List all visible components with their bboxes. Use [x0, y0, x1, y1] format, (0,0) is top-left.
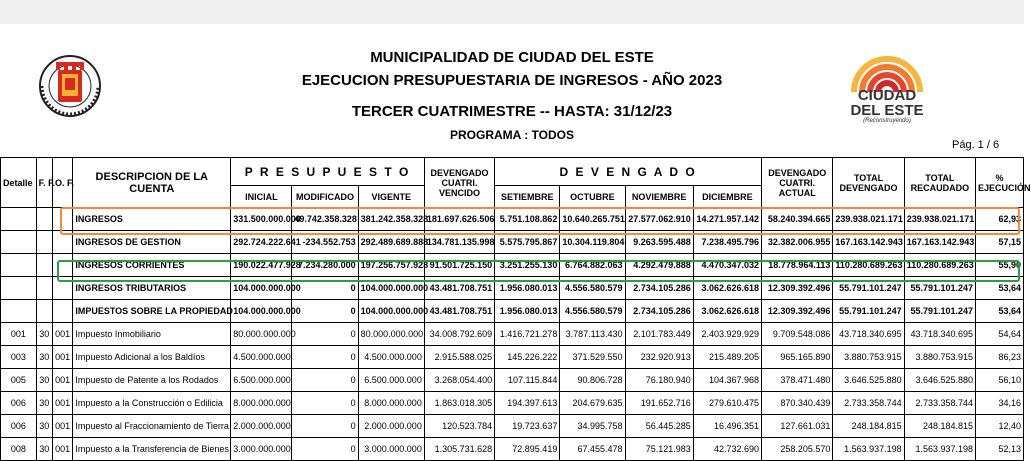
cell-modificado: 0	[292, 438, 358, 461]
cell-ff	[36, 254, 52, 277]
cell-vigente: 197.256.757.928	[358, 254, 424, 277]
cell-devengado-vencido: 120.523.784	[424, 415, 494, 438]
cell-devengado-actual: 12.309.392.496	[762, 300, 833, 323]
col-detalle: Detalle	[1, 158, 37, 208]
col-total-devengado: TOTAL DEVENGADO	[833, 158, 904, 208]
col-octubre: OCTUBRE	[560, 186, 625, 208]
cell-octubre: 10.640.265.751	[560, 208, 625, 231]
browser-top-strip	[0, 0, 1024, 24]
cell-descripcion: Impuesto Inmobiliario	[73, 323, 231, 346]
cell-detalle	[1, 231, 37, 254]
col-setiembre: SETIEMBRE	[495, 186, 560, 208]
cell-inicial: 104.000.000.000	[231, 277, 292, 300]
cell-devengado-actual: 870.340.439	[762, 392, 833, 415]
cell-devengado-actual: 127.661.031	[762, 415, 833, 438]
cell-descripcion: Impuesto Adicional a los Baldíos	[73, 346, 231, 369]
logo-tagline: (Reconstruyendo)	[863, 118, 911, 124]
cell-ejecucion: 34,16	[976, 392, 1024, 415]
cell-setiembre: 19.723.637	[495, 415, 560, 438]
cell-ff: 30	[36, 415, 52, 438]
col-ejecucion: % EJECUCIÓN	[976, 158, 1024, 208]
cell-vigente: 80.000.000.000	[358, 323, 424, 346]
cell-total-recaudado: 110.280.689.263	[904, 254, 975, 277]
cell-modificado: 0	[292, 392, 358, 415]
cell-total-recaudado: 55.791.101.247	[904, 300, 975, 323]
cell-modificado: 0	[292, 415, 358, 438]
cell-total-recaudado: 3.646.525.880	[904, 369, 975, 392]
col-diciembre: DICIEMBRE	[693, 186, 761, 208]
cell-detalle: 008	[1, 438, 37, 461]
cell-noviembre: 4.292.479.888	[625, 254, 693, 277]
cell-setiembre: 3.251.255.130	[495, 254, 560, 277]
table-row	[1, 392, 1024, 415]
cell-total-recaudado: 1.563.937.198	[904, 438, 975, 461]
cell-inicial: 8.000.000.000	[231, 392, 292, 415]
cell-modificado: 0	[292, 277, 358, 300]
cell-ejecucion: 54,64	[976, 323, 1024, 346]
cell-detalle: 006	[1, 415, 37, 438]
cell-diciembre: 3.062.626.618	[693, 300, 761, 323]
report-title-program: PROGRAMA : TODOS	[449, 128, 574, 142]
table-row	[1, 415, 1024, 438]
cell-inicial: 331.500.000.000	[231, 208, 292, 231]
table-row	[1, 323, 1024, 346]
cell-octubre: 34.995.758	[560, 415, 625, 438]
cell-modificado: 0	[292, 323, 358, 346]
cell-detalle: 005	[1, 369, 37, 392]
cell-noviembre: 232.920.913	[625, 346, 693, 369]
cell-inicial: 80.000.000.000	[231, 323, 292, 346]
cell-detalle	[1, 277, 37, 300]
cell-ejecucion: 86,23	[976, 346, 1024, 369]
cell-noviembre: 191.652.716	[625, 392, 693, 415]
cell-total-devengado: 1.563.937.198	[833, 438, 904, 461]
cell-diciembre: 14.271.957.142	[693, 208, 761, 231]
cell-ejecucion: 62,93	[976, 208, 1024, 231]
col-descripcion: DESCRIPCION DE LA CUENTA	[73, 158, 231, 208]
cell-diciembre: 3.062.626.618	[693, 277, 761, 300]
cell-inicial: 4.500.000.000	[231, 346, 292, 369]
cell-noviembre: 76.180.940	[625, 369, 693, 392]
report-title-execution: EJECUCION PRESUPUESTARIA DE INGRESOS - AÑO 2023	[301, 72, 723, 89]
cell-devengado-actual: 18.778.964.113	[762, 254, 833, 277]
cell-inicial: 6.500.000.000	[231, 369, 292, 392]
cell-setiembre: 194.397.613	[495, 392, 560, 415]
cell-devengado-vencido: 2.915.588.025	[424, 346, 494, 369]
cell-setiembre: 107.115.844	[495, 369, 560, 392]
col-devengado-vencido: DEVENGADO CUATRI. VENCIDO	[424, 158, 494, 208]
cell-ejecucion: 55,90	[976, 254, 1024, 277]
cell-total-devengado: 248.184.815	[833, 415, 904, 438]
cell-diciembre: 215.489.205	[693, 346, 761, 369]
cell-octubre: 67.455.478	[560, 438, 625, 461]
cell-vigente: 104.000.000.000	[358, 300, 424, 323]
col-inicial: INICIAL	[231, 186, 292, 208]
cell-ejecucion: 53,64	[976, 277, 1024, 300]
cell-devengado-vencido: 134.781.135.998	[424, 231, 494, 254]
cell-vigente: 4.500.000.000	[358, 346, 424, 369]
cell-noviembre: 56.445.285	[625, 415, 693, 438]
col-of: O. F.	[52, 158, 72, 208]
cell-total-devengado: 110.280.689.263	[833, 254, 904, 277]
cell-devengado-vencido: 91.501.725.150	[424, 254, 494, 277]
cell-descripcion: Impuesto de Patente a los Rodados	[73, 369, 231, 392]
cell-diciembre: 279.610.475	[693, 392, 761, 415]
cell-total-recaudado: 2.733.358.744	[904, 392, 975, 415]
cell-detalle	[1, 254, 37, 277]
cell-of: 001	[52, 369, 72, 392]
cell-devengado-vencido: 34.008.792.609	[424, 323, 494, 346]
cell-octubre: 6.764.882.063	[560, 254, 625, 277]
group-presupuesto: P R E S U P U E S T O	[231, 158, 425, 186]
cell-modificado: 7.234.280.000	[292, 254, 358, 277]
table-row	[1, 438, 1024, 461]
cell-total-recaudado: 43.718.340.695	[904, 323, 975, 346]
cell-total-recaudado: 55.791.101.247	[904, 277, 975, 300]
cell-total-devengado: 55.791.101.247	[833, 277, 904, 300]
cell-inicial: 190.022.477.928	[231, 254, 292, 277]
cell-modificado: 0	[292, 300, 358, 323]
cell-diciembre: 7.238.495.796	[693, 231, 761, 254]
cell-vigente: 3.000.000.000	[358, 438, 424, 461]
cell-vigente: 8.000.000.000	[358, 392, 424, 415]
cell-descripcion: Impuesto a la Construcción o Edilicia	[73, 392, 231, 415]
cell-detalle: 003	[1, 346, 37, 369]
cell-setiembre: 5.575.795.867	[495, 231, 560, 254]
cell-ejecucion: 57,15	[976, 231, 1024, 254]
col-modificado: MODIFICADO	[292, 186, 358, 208]
cell-setiembre: 1.956.080.013	[495, 277, 560, 300]
cell-of: 001	[52, 323, 72, 346]
table-row	[1, 300, 1024, 323]
cell-modificado: 0	[292, 369, 358, 392]
cell-ejecucion: 53,64	[976, 300, 1024, 323]
cell-descripcion: INGRESOS	[73, 208, 231, 231]
cell-setiembre: 145.226.222	[495, 346, 560, 369]
cell-octubre: 90.806.728	[560, 369, 625, 392]
cell-ff: 30	[36, 323, 52, 346]
cell-total-devengado: 2.733.358.744	[833, 392, 904, 415]
cell-devengado-actual: 58.240.394.665	[762, 208, 833, 231]
cell-diciembre: 2.403.929.929	[693, 323, 761, 346]
col-vigente: VIGENTE	[358, 186, 424, 208]
cell-vigente: 292.489.689.888	[358, 231, 424, 254]
cell-of: 001	[52, 392, 72, 415]
cell-total-recaudado: 248.184.815	[904, 415, 975, 438]
logo-text-ciudad: CIUDAD	[857, 87, 917, 104]
cell-noviembre: 2.734.105.286	[625, 300, 693, 323]
cell-devengado-vencido: 3.268.054.400	[424, 369, 494, 392]
col-ff: F. F.	[36, 158, 52, 208]
cell-noviembre: 2.101.783.449	[625, 323, 693, 346]
cell-devengado-actual: 12.309.392.496	[762, 277, 833, 300]
cell-inicial: 3.000.000.000	[231, 438, 292, 461]
report-title-municipality: MUNICIPALIDAD DE CIUDAD DEL ESTE	[370, 49, 654, 66]
cell-detalle: 006	[1, 392, 37, 415]
cell-descripcion: Impuesto a la Transferencia de Bienes	[73, 438, 231, 461]
cell-modificado: -234.552.753	[292, 231, 358, 254]
cell-setiembre: 72.895.419	[495, 438, 560, 461]
cell-noviembre: 27.577.062.910	[625, 208, 693, 231]
budget-execution-table	[0, 157, 1031, 461]
cell-descripcion: IMPUESTOS SOBRE LA PROPIEDAD	[73, 300, 231, 323]
cell-descripcion: INGRESOS DE GESTION	[73, 231, 231, 254]
cell-modificado: 0	[292, 346, 358, 369]
cell-noviembre: 2.734.105.286	[625, 277, 693, 300]
cell-octubre: 371.529.550	[560, 346, 625, 369]
col-noviembre: NOVIEMBRE	[625, 186, 693, 208]
cell-ejecucion: 56,10	[976, 369, 1024, 392]
col-total-recaudado: TOTAL RECAUDADO	[904, 158, 975, 208]
cell-diciembre: 4.470.347.032	[693, 254, 761, 277]
cell-total-devengado: 239.938.021.171	[833, 208, 904, 231]
cell-diciembre: 104.367.968	[693, 369, 761, 392]
cell-descripcion: INGRESOS CORRIENTES	[73, 254, 231, 277]
cell-detalle	[1, 300, 37, 323]
table-row	[1, 369, 1024, 392]
cell-octubre: 10.304.119.804	[560, 231, 625, 254]
cell-setiembre: 5.751.108.862	[495, 208, 560, 231]
cell-noviembre: 9.263.595.488	[625, 231, 693, 254]
cell-ff	[36, 208, 52, 231]
cell-noviembre: 75.121.983	[625, 438, 693, 461]
cell-inicial: 104.000.000.000	[231, 300, 292, 323]
cell-total-recaudado: 167.163.142.943	[904, 231, 975, 254]
cell-vigente: 6.500.000.000	[358, 369, 424, 392]
cell-ff	[36, 300, 52, 323]
cell-devengado-vencido: 1.305.731.628	[424, 438, 494, 461]
cell-total-devengado: 3.646.525.880	[833, 369, 904, 392]
cell-of	[52, 300, 72, 323]
orange-highlight-ingresos	[60, 207, 1020, 235]
cell-inicial: 292.724.222.641	[231, 231, 292, 254]
cell-setiembre: 1.416.721.278	[495, 323, 560, 346]
table-row	[1, 346, 1024, 369]
cell-total-devengado: 43.718.340.695	[833, 323, 904, 346]
cell-ejecucion: 52,13	[976, 438, 1024, 461]
cell-vigente: 381.242.358.328	[358, 208, 424, 231]
cell-ff: 30	[36, 369, 52, 392]
cell-ff: 30	[36, 438, 52, 461]
cell-detalle: 001	[1, 323, 37, 346]
cell-octubre: 4.556.580.579	[560, 277, 625, 300]
cell-vigente: 2.000.000.000	[358, 415, 424, 438]
cell-ff	[36, 277, 52, 300]
cell-devengado-actual: 258.205.570	[762, 438, 833, 461]
cell-total-recaudado: 3.880.753.915	[904, 346, 975, 369]
ciudad-del-este-logo	[846, 48, 928, 124]
cell-of: 001	[52, 346, 72, 369]
cell-ff: 30	[36, 346, 52, 369]
cell-setiembre: 1.956.080.013	[495, 300, 560, 323]
cell-descripcion: Impuesto al Fraccionamiento de Tierra	[73, 415, 231, 438]
cell-devengado-actual: 965.165.890	[762, 346, 833, 369]
cell-of: 001	[52, 415, 72, 438]
cell-diciembre: 42.732.690	[693, 438, 761, 461]
report-title-period: TERCER CUATRIMESTRE -- HASTA: 31/12/23	[351, 103, 673, 120]
cell-vigente: 104.000.000.000	[358, 277, 424, 300]
cell-octubre: 3.787.113.430	[560, 323, 625, 346]
cell-octubre: 4.556.580.579	[560, 300, 625, 323]
cell-of: 001	[52, 438, 72, 461]
cell-total-devengado: 167.163.142.943	[833, 231, 904, 254]
cell-octubre: 204.679.635	[560, 392, 625, 415]
cell-total-recaudado: 239.938.021.171	[904, 208, 975, 231]
group-devengado: D E V E N G A D O	[495, 158, 762, 186]
cell-ejecucion: 12,40	[976, 415, 1024, 438]
col-devengado-actual: DEVENGADO CUATRI. ACTUAL	[762, 158, 833, 208]
cell-ff	[36, 231, 52, 254]
cell-devengado-vencido: 181.697.626.506	[424, 208, 494, 231]
cell-devengado-vencido: 1.863.018.305	[424, 392, 494, 415]
logo-text-del-este: DEL ESTE	[850, 102, 924, 119]
cell-inicial: 2.000.000.000	[231, 415, 292, 438]
cell-devengado-vencido: 43.481.708.751	[424, 300, 494, 323]
green-highlight-ingresos-corrientes	[57, 260, 1020, 282]
cell-descripcion: INGRESOS TRIBUTARIOS	[73, 277, 231, 300]
cell-devengado-actual: 378.471.480	[762, 369, 833, 392]
cell-total-devengado: 55.791.101.247	[833, 300, 904, 323]
cell-ff: 30	[36, 392, 52, 415]
cell-detalle	[1, 208, 37, 231]
cell-diciembre: 16.496.351	[693, 415, 761, 438]
page-number: Pág. 1 / 6	[952, 139, 1000, 151]
cell-devengado-actual: 32.382.006.955	[762, 231, 833, 254]
cell-modificado: 49.742.358.328	[292, 208, 358, 231]
cell-total-devengado: 3.880.753.915	[833, 346, 904, 369]
cell-devengado-actual: 9.709.548.086	[762, 323, 833, 346]
cell-devengado-vencido: 43.481.708.751	[424, 277, 494, 300]
